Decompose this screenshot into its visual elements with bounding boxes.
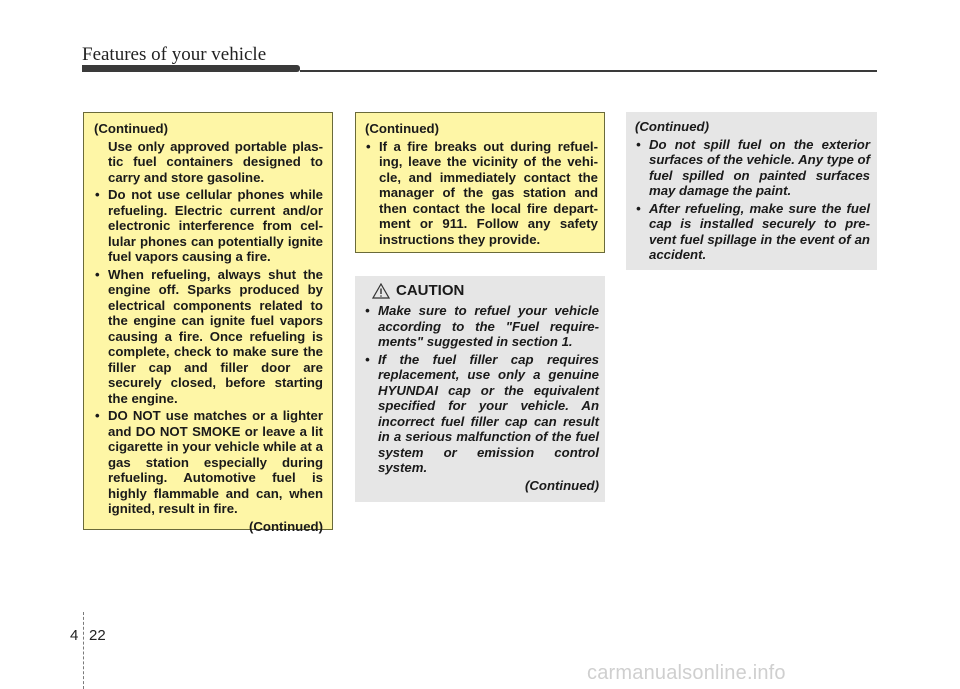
warning-triangle-icon <box>372 283 390 299</box>
list-item: • When refueling, always shut the engine off. Sparks produced by electrical components related to the engine can ignite fuel vapors causing a fire. Once refueling is complete, check to make sure the filler cap and filler door are securely closed, before starting the engine. <box>94 267 323 407</box>
chapter-number: 4 <box>70 627 79 644</box>
continued-footer: (Continued) <box>249 518 323 534</box>
warning-list <box>94 139 323 517</box>
list-item: • Do not use cellular phones while refueling. Electric current and/or electronic interference from cel-lular phones can potentially ignite fuel vapors causing a fire. <box>94 187 323 265</box>
list-item: • DO NOT use matches or a lighter and DO NOT SMOKE or leave a lit cigarette in your vehicle while at a gas station especially during refueling. Automotive fuel is highly flammable and can, when ignited, result in fire. <box>94 408 323 517</box>
caution-box <box>355 276 605 502</box>
list-item: • If the fuel filler cap requires replacement, use only a genuine HYUNDAI cap or the equivalent specified for your vehicle. An incorrect fuel filler cap can result in a serious malfunction of the fuel system or emission control system. <box>364 352 599 476</box>
continued-heading: (Continued) <box>635 119 709 134</box>
caution-list <box>635 137 870 263</box>
warning-box-1 <box>83 112 333 534</box>
caution-title: CAUTION <box>396 282 465 300</box>
list-item: • If a fire breaks out during refuel-ing, leave the vicinity of the vehi-cle, and immediately contact the manager of the gas station and then contact the local fire depart-ment or 911. Follow any safety instructions they provide. <box>365 139 598 248</box>
list-item: • Make sure to refuel your vehicle according to the "Fuel require-ments" suggested in section 1. <box>364 303 599 350</box>
continued-heading: (Continued) <box>365 121 439 136</box>
page-header-title: Features of your vehicle <box>82 44 267 65</box>
page-number-divider <box>83 612 84 689</box>
page-number: 22 <box>89 627 106 644</box>
warning-box-2 <box>355 112 605 253</box>
list-item: • Do not spill fuel on the exterior surfaces of the vehicle. Any type of fuel spilled on painted surfaces may damage the paint. <box>635 137 870 199</box>
list-item: • After refueling, make sure the fuel cap is installed securely to pre-vent fuel spillage in the event of an accident. <box>635 201 870 263</box>
caution-heading <box>372 283 599 299</box>
continued-heading: (Continued) <box>94 121 168 136</box>
watermark: carmanualsonline.info <box>587 662 786 684</box>
caution-box-continued <box>626 112 877 270</box>
continued-footer: (Continued) <box>525 477 599 493</box>
caution-list <box>364 303 599 476</box>
header-rule-thin <box>300 70 877 72</box>
list-item: Use only approved portable plas-tic fuel containers designed to carry and store gasoline. <box>108 138 323 185</box>
warning-list <box>365 139 598 248</box>
header-rule-thick <box>82 65 300 72</box>
